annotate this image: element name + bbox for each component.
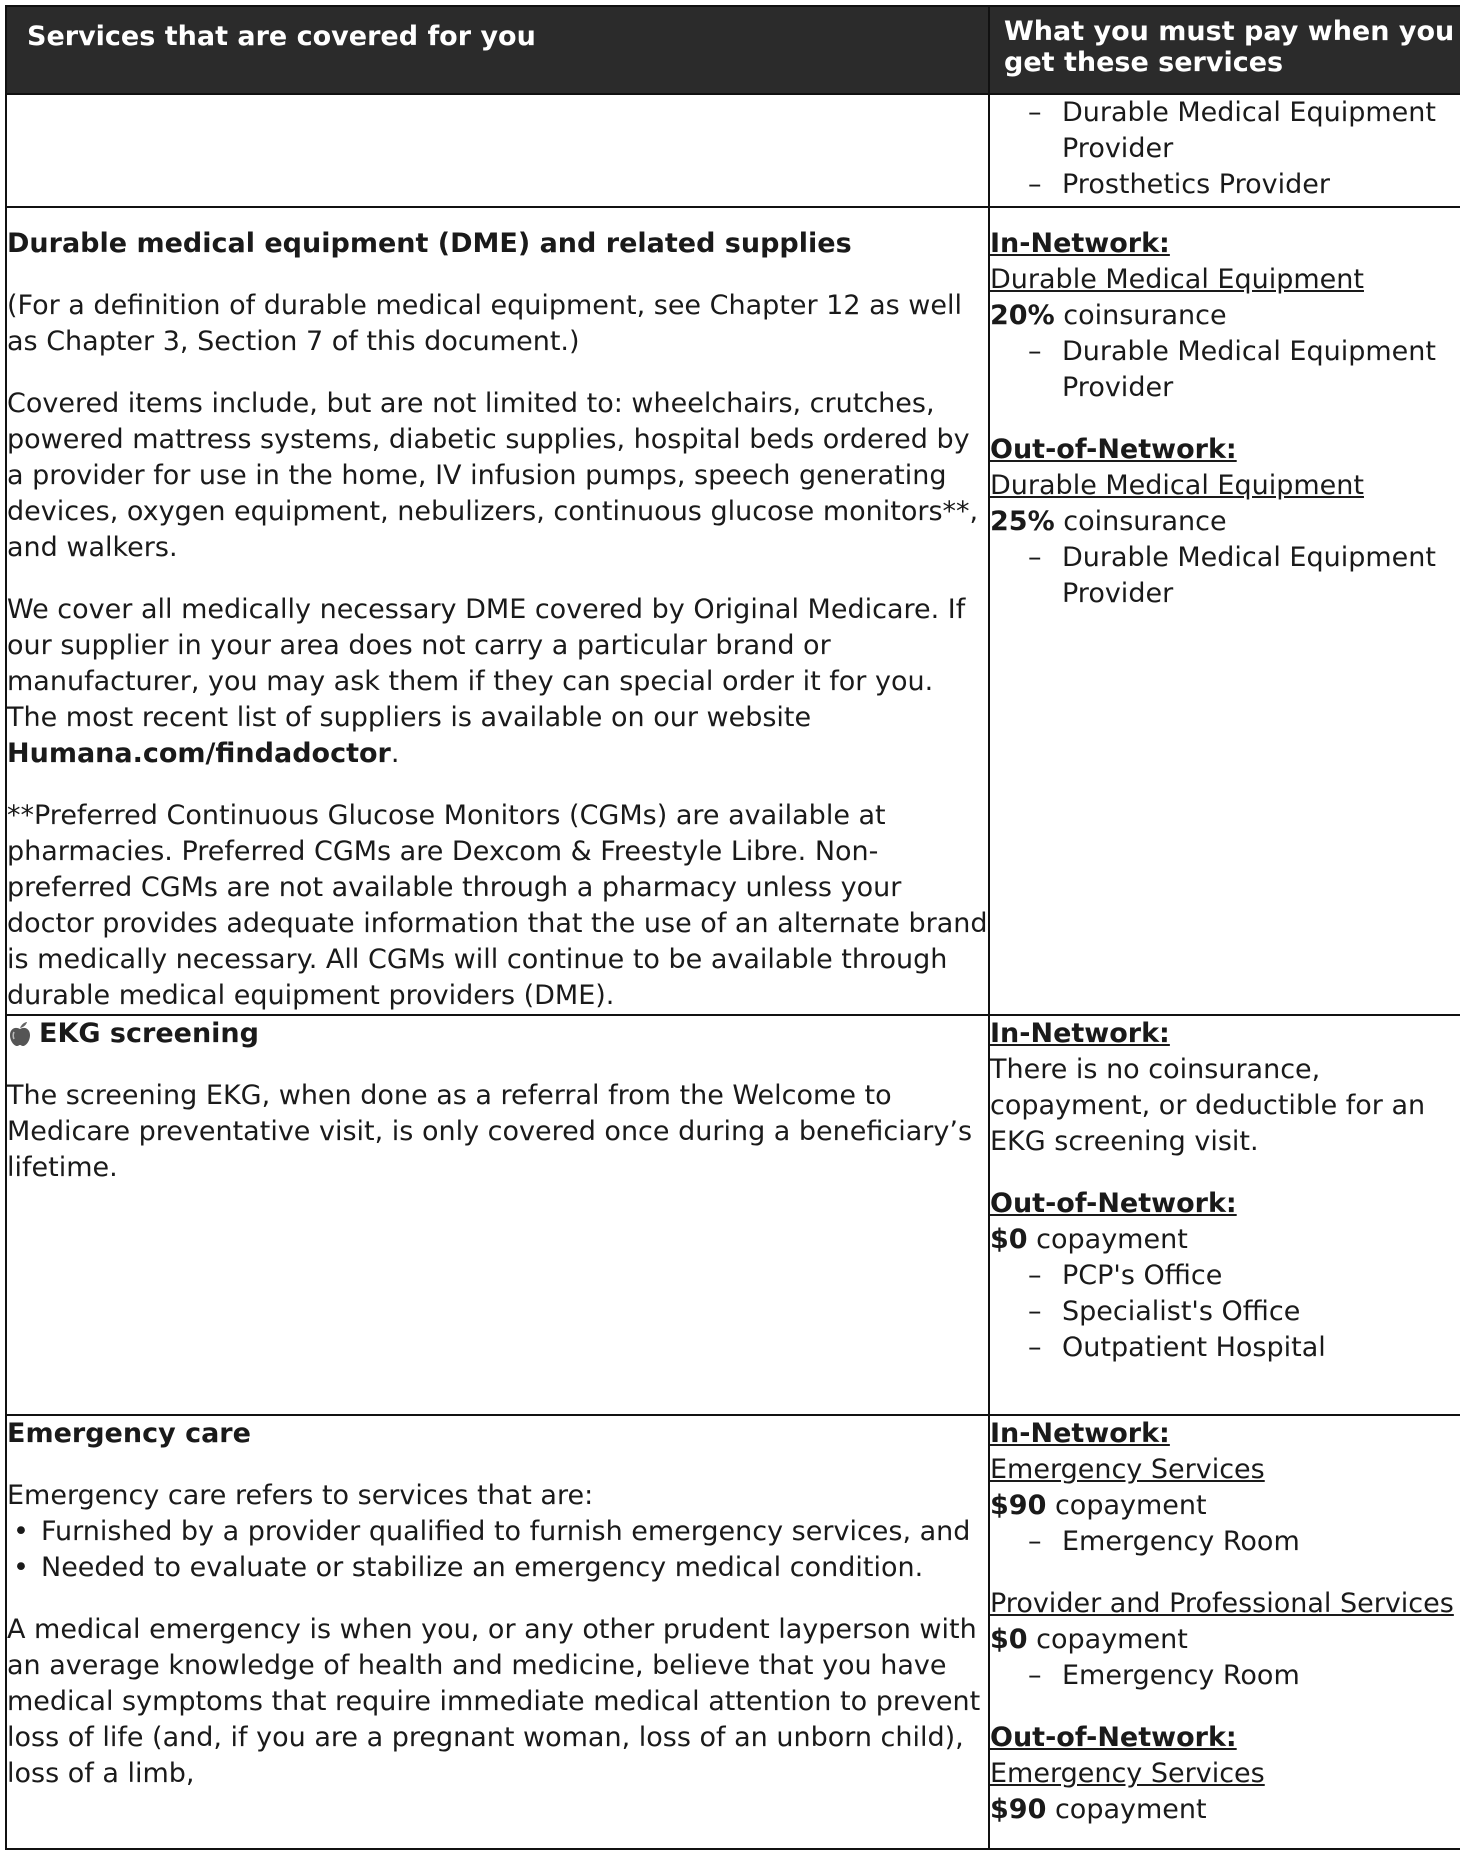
ekg-service-cell	[6, 1015, 989, 1415]
dme-supplier-text-end: .	[390, 738, 400, 769]
cost-unit: copayment	[1046, 1490, 1207, 1521]
in-network-cost	[990, 1488, 1460, 1524]
list-item: – Specialist's Office	[1028, 1294, 1460, 1330]
list-item: – Durable Medical Equipment Provider	[1028, 95, 1460, 167]
table-row	[6, 1415, 1460, 1849]
cost-amount: $90	[990, 1490, 1047, 1521]
cost-amount: 20%	[990, 300, 1055, 331]
emergency-definition: A medical emergency is when you, or any other prudent layperson with an average knowledge of health and medicine, believe that you have medical symptoms that require immediate medical attention to prevent loss of life (and, if you are a pregnant woman, loss of an unborn child), loss of a limb,	[7, 1614, 981, 1789]
cost-amount: 25%	[990, 506, 1055, 537]
table-row	[6, 207, 1460, 1015]
out-of-network-cost	[990, 1222, 1460, 1258]
in-network-provider-list	[990, 334, 1460, 406]
cost-amount: $0	[990, 1624, 1028, 1655]
out-of-network-label: Out-of-Network:	[990, 1188, 1237, 1219]
out-of-network-label: Out-of-Network:	[990, 1722, 1237, 1753]
emergency-title: Emergency care	[7, 1418, 251, 1449]
cost-unit: copayment	[1027, 1224, 1188, 1255]
list-item: • Furnished by a provider qualified to furnish emergency services, and	[7, 1514, 988, 1550]
cost-unit: copayment	[1046, 1794, 1207, 1825]
out-of-network-label: Out-of-Network:	[990, 434, 1237, 465]
cost-unit: copayment	[1027, 1624, 1188, 1655]
out-of-network-cost	[990, 1792, 1460, 1828]
in-network-label: In-Network:	[990, 1018, 1170, 1049]
in-network-cost	[990, 1622, 1460, 1658]
list-item: – PCP's Office	[1028, 1258, 1460, 1294]
in-network-category: Emergency Services	[990, 1454, 1265, 1485]
continuation-left-cell	[6, 94, 989, 207]
out-of-network-cost	[990, 504, 1460, 540]
cost-amount: $0	[990, 1224, 1028, 1255]
ekg-payment-cell	[989, 1015, 1460, 1415]
dme-title: Durable medical equipment (DME) and related supplies	[7, 228, 852, 259]
dme-service-cell	[6, 207, 989, 1015]
table-row	[6, 94, 1460, 207]
out-of-network-provider-list	[990, 540, 1460, 612]
benefits-table	[5, 5, 1460, 1850]
table-header-row	[6, 6, 1460, 94]
dme-payment-cell	[989, 207, 1460, 1015]
emergency-service-cell	[6, 1415, 989, 1849]
in-network-label: In-Network:	[990, 1418, 1170, 1449]
provider-list	[990, 95, 1460, 203]
website-link[interactable]: Humana.com/findadoctor	[7, 738, 391, 769]
table-row	[6, 1015, 1460, 1415]
in-network-provider-list	[990, 1658, 1460, 1694]
out-of-network-category: Emergency Services	[990, 1758, 1265, 1789]
ekg-title: EKG screening	[39, 1018, 259, 1049]
cost-unit: coinsurance	[1054, 300, 1227, 331]
dme-covered-items-text: Covered items include, but are not limited to: wheelchairs, crutches, powered mattress systems, diabetic supplies, hospital beds ordered by a provider for use in the home, IV infusion pumps, speech generating devices, oxygen equipment, nebulizers, continuous glucose monitors**, and walkers.	[7, 388, 979, 563]
header-services: Services that are covered for you	[6, 6, 989, 94]
header-payment: What you must pay when you get these services	[989, 6, 1460, 94]
continuation-right-cell	[989, 94, 1460, 207]
in-network-label: In-Network:	[990, 228, 1170, 259]
list-item: – Emergency Room	[1028, 1658, 1460, 1694]
cost-unit: coinsurance	[1054, 506, 1227, 537]
out-of-network-provider-list	[990, 1258, 1460, 1366]
list-item: – Durable Medical Equipment Provider	[1028, 540, 1460, 612]
dme-cgm-note: **Preferred Continuous Glucose Monitors (CGMs) are available at pharmacies. Preferred CGMs are Dexcom & Freestyle Libre. Non-preferred CGMs are not available through a pharmacy unless your doctor provides adequate information that the use of an alternate brand is medically necessary. All CGMs will continue to be available through durable medical equipment providers (DME).	[7, 800, 988, 1011]
dme-supplier-text	[7, 592, 988, 772]
emergency-intro: Emergency care refers to services that are:	[7, 1480, 594, 1511]
in-network-category: Durable Medical Equipment	[990, 264, 1364, 295]
dme-definition-text: (For a definition of durable medical equipment, see Chapter 12 as well as Chapter 3, Section 7 of this document.)	[7, 290, 962, 357]
list-item: – Outpatient Hospital	[1028, 1330, 1460, 1366]
list-item: – Emergency Room	[1028, 1524, 1460, 1560]
ekg-description: The screening EKG, when done as a referral from the Welcome to Medicare preventative visit, is only covered once during a beneficiary’s lifetime.	[7, 1080, 973, 1183]
out-of-network-category: Durable Medical Equipment	[990, 470, 1364, 501]
list-item: • Needed to evaluate or stabilize an emergency medical condition.	[7, 1550, 988, 1586]
apple-icon	[7, 1021, 33, 1047]
in-network-provider-list	[990, 1524, 1460, 1560]
emergency-payment-cell	[989, 1415, 1460, 1849]
cost-amount: $90	[990, 1794, 1047, 1825]
dme-supplier-text-start: We cover all medically necessary DME covered by Original Medicare. If our supplier in your area does not carry a particular brand or manufacturer, you may ask them if they can special order it for you. The most recent list of suppliers is available on our website	[7, 594, 966, 733]
in-network-category: Provider and Professional Services	[990, 1588, 1454, 1619]
ekg-title-row	[7, 1016, 988, 1052]
emergency-criteria-list	[7, 1514, 988, 1586]
list-item: – Prosthetics Provider	[1028, 167, 1460, 203]
in-network-text: There is no coinsurance, copayment, or deductible for an EKG screening visit.	[990, 1054, 1426, 1157]
list-item: – Durable Medical Equipment Provider	[1028, 334, 1460, 406]
in-network-cost	[990, 298, 1460, 334]
